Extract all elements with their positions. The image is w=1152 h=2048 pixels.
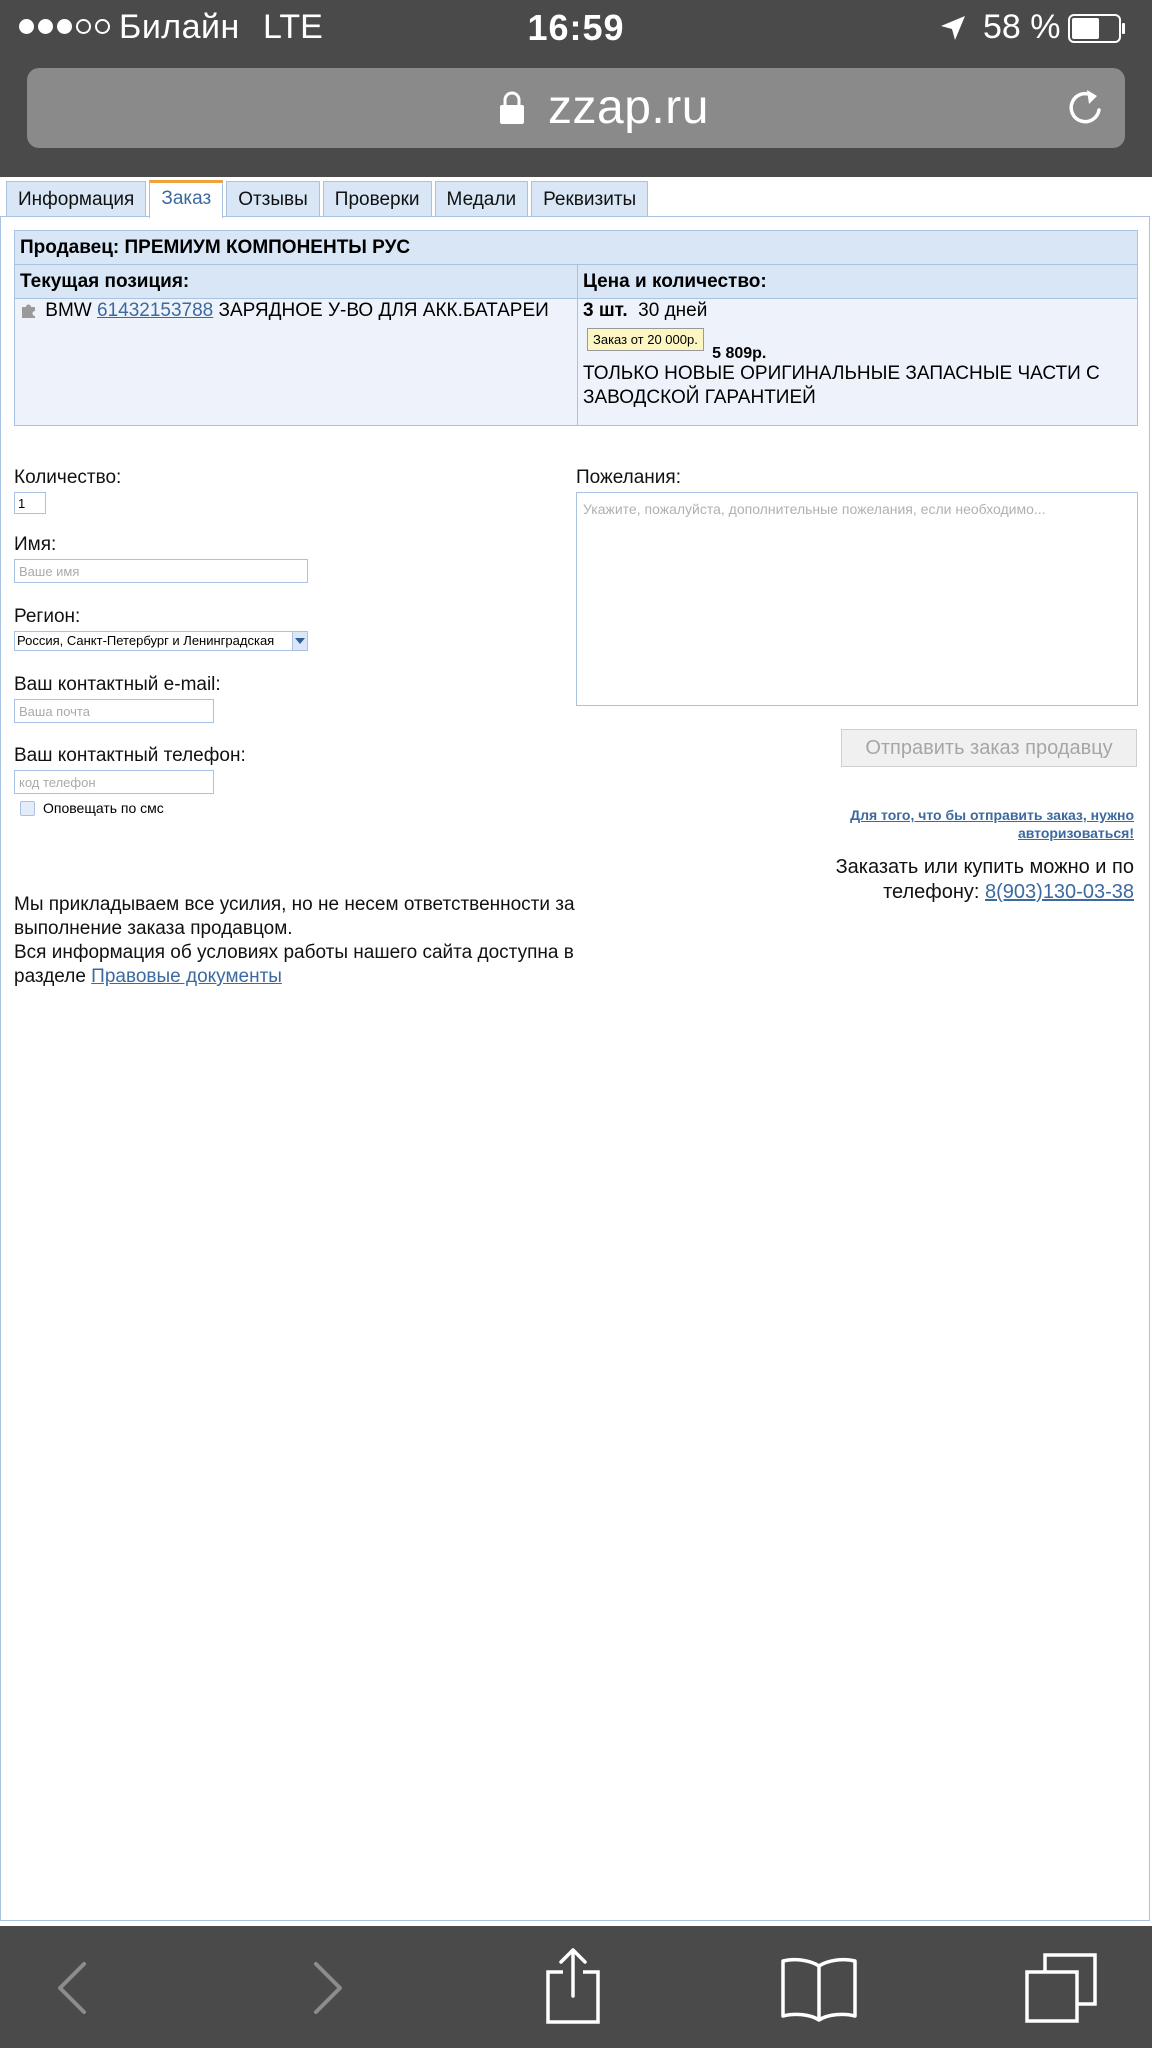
carrier-name: Билайн (119, 8, 240, 46)
tab-information[interactable]: Информация (6, 181, 146, 216)
name-label: Имя: (14, 534, 57, 555)
table-row (15, 299, 1138, 426)
region-label: Регион: (14, 606, 81, 627)
quantity-input[interactable] (14, 492, 46, 514)
back-icon[interactable] (54, 1960, 90, 2016)
item-delivery-time: 30 дней (638, 300, 708, 321)
share-icon[interactable] (544, 1946, 602, 2026)
item-name: ЗАРЯДНОЕ У-ВО ДЛЯ АКК.БАТАРЕИ (218, 300, 549, 321)
email-label: Ваш контактный e-mail: (14, 674, 221, 695)
order-table (14, 230, 1138, 426)
email-input[interactable] (14, 699, 214, 723)
tab-medals[interactable]: Медали (435, 181, 529, 216)
disclaimer-text-2 (14, 941, 584, 989)
column-header-price: Цена и количество: (578, 265, 1138, 299)
item-price-cell (578, 299, 1138, 426)
item-description-cell (15, 299, 578, 426)
disclaimer-text-2-body: Вся информация об условиях работы нашего сайта доступна в разделе (14, 942, 574, 987)
order-form-right (576, 467, 1138, 903)
column-header-position: Текущая позиция: (15, 265, 578, 299)
sms-checkbox[interactable] (20, 801, 35, 816)
min-order-badge: Заказ от 20 000р. (587, 328, 704, 351)
tab-bar (6, 181, 651, 216)
puzzle-piece-icon (20, 302, 37, 319)
item-quantity: 3 шт. (583, 300, 628, 321)
tabs-icon[interactable] (1024, 1952, 1098, 2024)
location-arrow-icon (938, 13, 968, 43)
item-brand: BMW (45, 300, 92, 321)
chevron-down-icon (295, 638, 305, 644)
region-select[interactable] (14, 631, 308, 651)
submit-order-button[interactable]: Отправить заказ продавцу (841, 729, 1137, 767)
sms-notify-option[interactable] (14, 800, 574, 816)
disclaimer (14, 893, 584, 989)
bookmarks-icon[interactable] (780, 1956, 858, 2022)
region-dropdown-button (292, 632, 307, 650)
sms-label: Оповещать по смс (43, 800, 164, 816)
phone-label: Ваш контактный телефон: (14, 745, 246, 766)
auth-required-link[interactable]: Для того, что бы отправить заказ, нужно авторизоваться! (850, 807, 1134, 841)
wishes-label: Пожелания: (576, 467, 681, 488)
region-selected-value: Россия, Санкт-Петербург и Ленинградская (17, 633, 275, 648)
status-bar (0, 0, 1152, 58)
item-price: 5 809р. (712, 345, 767, 362)
legal-documents-link[interactable]: Правовые документы (91, 966, 282, 987)
phone-order-info (794, 855, 1134, 905)
quantity-label: Количество: (14, 467, 122, 488)
phone-input[interactable] (14, 770, 214, 794)
status-time: 16:59 (527, 7, 625, 48)
reload-icon[interactable] (1063, 86, 1107, 130)
disclaimer-text-1: Мы прикладываем все усилия, но не несем ответственности за выполнение заказа продавцом. (14, 894, 575, 939)
tab-reviews[interactable]: Отзывы (226, 181, 320, 216)
phone-number-link[interactable]: 8(903)130-03-38 (985, 881, 1134, 903)
wishes-textarea[interactable] (576, 492, 1138, 706)
address-bar[interactable] (27, 68, 1125, 148)
browser-chrome-top (0, 0, 1152, 177)
battery-icon (1068, 14, 1126, 43)
part-number-link[interactable]: 61432153788 (97, 300, 214, 321)
url-text: zzap.ru (548, 81, 709, 134)
tab-order[interactable]: Заказ (149, 180, 223, 218)
name-input[interactable] (14, 559, 308, 583)
battery-percent: 58 % (983, 8, 1061, 46)
tab-checks[interactable]: Проверки (323, 181, 432, 216)
order-form-left (14, 467, 574, 816)
seller-name: Продавец: ПРЕМИУМ КОМПОНЕНТЫ РУС (15, 231, 1138, 265)
lock-icon (497, 90, 527, 126)
network-type: LTE (263, 8, 323, 46)
forward-icon[interactable] (310, 1960, 346, 2016)
web-page (0, 177, 1152, 1926)
item-note: ТОЛЬКО НОВЫЕ ОРИГИНАЛЬНЫЕ ЗАПАСНЫЕ ЧАСТИ С ЗАВОДСКОЙ ГАРАНТИЕЙ (583, 363, 1100, 408)
phone-order-text: Заказать или купить можно и по телефону: (835, 856, 1134, 903)
tab-requisites[interactable]: Реквизиты (531, 181, 648, 216)
browser-toolbar (0, 1926, 1152, 2048)
